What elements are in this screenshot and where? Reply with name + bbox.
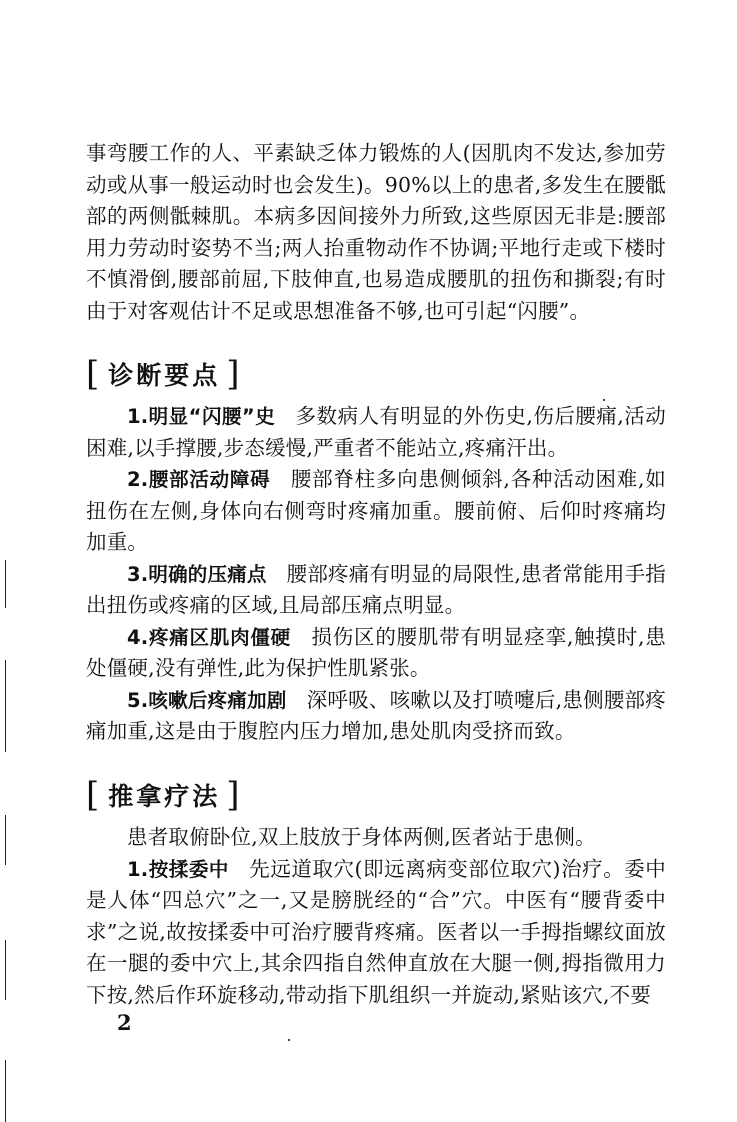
diagnosis-list xyxy=(86,401,666,748)
diagnosis-item xyxy=(86,401,666,464)
therapy-item xyxy=(86,854,666,1012)
heading-text: 推拿疗法 xyxy=(108,782,221,811)
scan-edge-line xyxy=(5,815,6,865)
section-heading-therapy xyxy=(86,777,243,813)
diagnosis-item xyxy=(86,464,666,559)
scan-edge-line xyxy=(5,1060,6,1122)
close-bracket-icon: ] xyxy=(226,354,243,394)
item-text: 多数病人有明显的外伤史,伤后腰痛,活动困难,以手撑腰,步态缓慢,严重者不能站立,疼痛汗出。 xyxy=(86,404,666,460)
item-title: 2.腰部活动障碍 xyxy=(127,468,271,491)
therapy-content xyxy=(86,822,666,1011)
scan-speck xyxy=(288,1039,290,1041)
item-title: 3.明确的压痛点 xyxy=(127,562,267,586)
open-bracket-icon: [ xyxy=(86,354,103,394)
diagnosis-item xyxy=(86,559,666,622)
open-bracket-icon: [ xyxy=(86,775,103,815)
item-title: 1.按揉委中 xyxy=(127,857,229,881)
item-text: 损伤区的腰肌带有明显痉挛,触摸时,患处僵硬,没有弹性,此为保护性肌紧张。 xyxy=(86,624,666,680)
item-title: 1.明显“闪腰”史 xyxy=(127,405,276,428)
diagnosis-item xyxy=(86,622,666,685)
item-title: 5.咳嗽后疼痛加剧 xyxy=(127,688,287,712)
heading-text: 诊断要点 xyxy=(108,361,221,390)
item-title: 4.疼痛区肌肉僵硬 xyxy=(127,625,291,649)
item-text: 先远道取穴(即远离病变部位取穴)治疗。委中是人体“四总穴”之一,又是膀胱经的“合”穴。中医有“腰背委中求”之说,故按揉委中可治疗腰背疼痛。医者以一手拇指螺纹面放在一腿的委中穴上,其余四指自然伸直放在大腿一侧,拇指微用力下按,然后作环旋移动,带动指下肌组织一并旋动,紧贴该穴,不要 xyxy=(86,856,666,1007)
item-text: 腰部脊柱多向患侧倾斜,各种活动困难,如扭伤在左侧,身体向右侧弯时疼痛加重。腰前俯、后仰时疼痛均加重。 xyxy=(86,467,666,554)
section-heading-diagnosis xyxy=(86,356,243,392)
diagnosis-item xyxy=(86,685,666,748)
scan-edge-line xyxy=(5,940,6,1000)
therapy-intro: 患者取俯卧位,双上肢放于身体两侧,医者站于患侧。 xyxy=(127,825,596,849)
page-number: 2 xyxy=(117,1010,132,1035)
intro-paragraph xyxy=(86,138,666,327)
item-text: 深呼吸、咳嗽以及打喷嚏后,患侧腰部疼痛加重,这是由于腹腔内压力增加,患处肌肉受挤而致。 xyxy=(86,687,666,743)
item-text: 腰部疼痛有明显的局限性,患者常能用手指出扭伤或疼痛的区域,且局部压痛点明显。 xyxy=(86,561,666,617)
close-bracket-icon: ] xyxy=(226,775,243,815)
intro-text: 事弯腰工作的人、平素缺乏体力锻炼的人(因肌肉不发达,参加劳动或从事一般运动时也会发生)。90%以上的患者,多发生在腰骶部的两侧骶棘肌。本病多因间接外力所致,这些原因无非是:腰部用力劳动时姿势不当;两人抬重物动作不协调;平地行走或下楼时不慎滑倒,腰部前屈,下肢伸直,也易造成腰肌的扭伤和撕裂;有时由于对客观估计不足或思想准备不够,也可引起“闪腰”。 xyxy=(86,141,666,323)
scan-edge-line xyxy=(5,660,6,752)
scan-edge-line xyxy=(5,560,6,608)
